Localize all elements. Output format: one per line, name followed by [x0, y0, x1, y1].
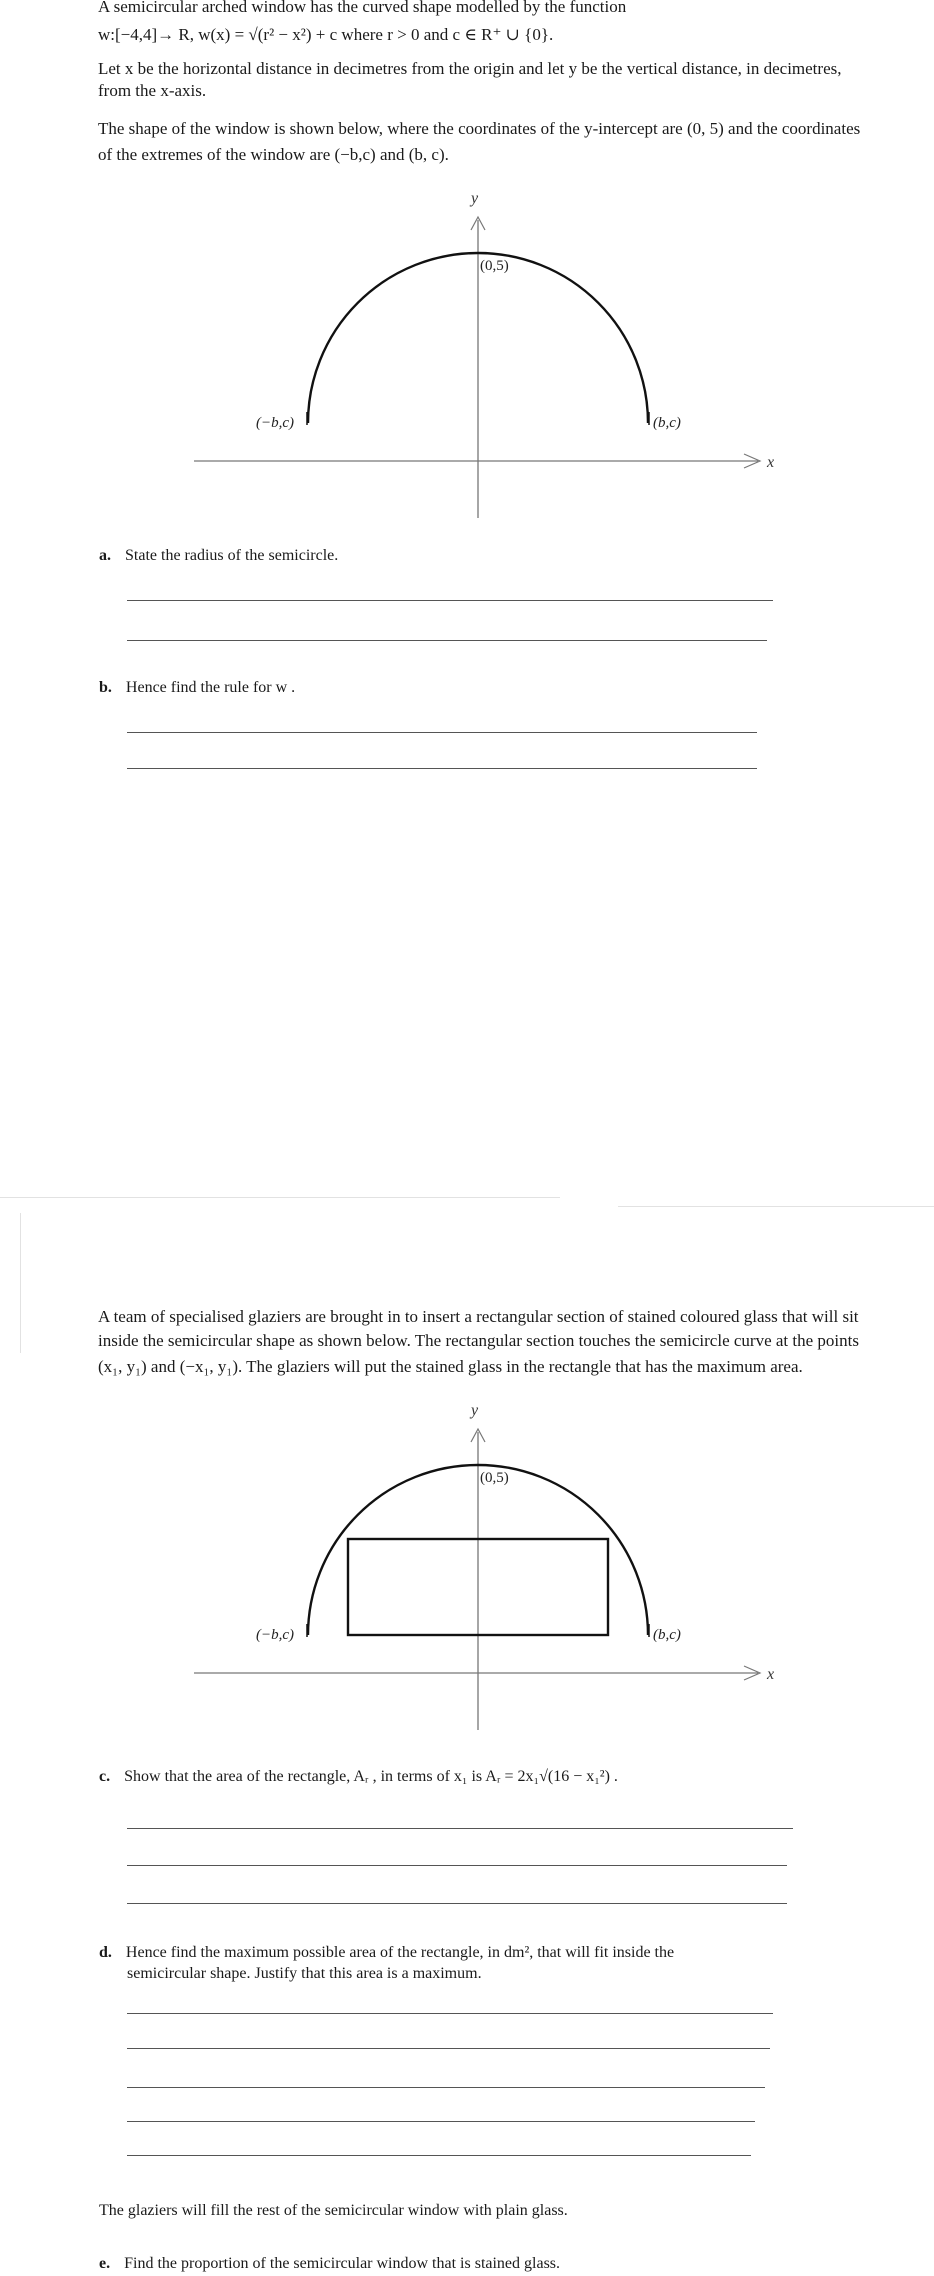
answer-line-c-3[interactable] [127, 1903, 787, 1904]
semicircle-diagram-1 [0, 180, 934, 525]
question-b-text: Hence find the rule for w . [125, 679, 296, 696]
answer-line-c-1[interactable] [127, 1828, 793, 1829]
glaziers-line-1: A team of specialised glaziers are brought in to insert a rectangular section of stained coloured glass that will sit [98, 1307, 859, 1326]
x-axis-label: x [767, 1666, 775, 1683]
answer-line-b-1[interactable] [127, 732, 757, 733]
answer-line-b-2[interactable] [127, 768, 757, 769]
x-axis-label: x [767, 454, 775, 471]
answer-line-d-1[interactable] [127, 2013, 773, 2014]
question-e [99, 2254, 560, 2274]
question-d [99, 1943, 674, 1963]
left-point-label: (−b,c) [256, 415, 295, 431]
question-d-label: d. [99, 1944, 112, 1961]
question-a-text: State the radius of the semicircle. [125, 547, 339, 564]
shape-text-line-2: of the extremes of the window are (−b,c) and (b, c). [98, 145, 449, 164]
answer-line-d-2[interactable] [127, 2048, 770, 2049]
question-c-label: c. [99, 1768, 111, 1785]
answer-line-a-1[interactable] [127, 600, 773, 601]
question-a [99, 546, 338, 566]
y-axis-label: y [471, 1402, 479, 1419]
intro-line-3: Let x be the horizontal distance in decimetres from the origin and let y be the vertical distance, in decimetres, [98, 59, 842, 78]
right-point-label: (b,c) [653, 1627, 681, 1643]
top-point-label: (0,5) [480, 258, 509, 274]
question-d-line-1: Hence find the maximum possible area of the rectangle, in dm², that will fit inside the [125, 1944, 675, 1961]
question-c-text: Show that the area of the rectangle, Aᵣ , in terms of x₁ is Aᵣ = 2x₁√(16 − x₁²) . [124, 1768, 618, 1785]
question-e-text: Find the proportion of the semicircular window that is stained glass. [124, 2255, 561, 2272]
intro-line-1: A semicircular arched window has the curved shape modelled by the function [98, 0, 627, 16]
semicircle-diagram-2 [0, 1392, 934, 1737]
intro-line-4: from the x-axis. [98, 81, 207, 100]
question-a-label: a. [99, 547, 111, 564]
answer-line-d-3[interactable] [127, 2087, 765, 2088]
page-break-line-left [0, 1197, 560, 1198]
question-b-label: b. [99, 679, 112, 696]
plain-glass-text: The glaziers will fill the rest of the semicircular window with plain glass. [99, 2202, 568, 2219]
answer-line-c-2[interactable] [127, 1865, 787, 1866]
y-axis-label: y [471, 190, 479, 207]
question-d-line-2: semicircular shape. Justify that this area is a maximum. [127, 1965, 482, 1982]
question-e-label: e. [99, 2255, 111, 2272]
page-break-line-right [618, 1206, 934, 1207]
top-point-label: (0,5) [480, 1470, 509, 1486]
answer-line-d-4[interactable] [127, 2121, 755, 2122]
glaziers-line-3: (x₁, y₁) and (−x₁, y₁). The glaziers will put the stained glass in the rectangle that has the maximum area. [98, 1357, 803, 1376]
answer-line-d-5[interactable] [127, 2155, 751, 2156]
shape-text-line-1: The shape of the window is shown below, where the coordinates of the y-intercept are (0, 5) and the coordinates [98, 119, 861, 138]
right-point-label: (b,c) [653, 415, 681, 431]
answer-line-a-2[interactable] [127, 640, 767, 641]
page-break-side [20, 1213, 21, 1353]
function-rule: w:[−4,4]→ R, w(x) = √(r² − x²) + c where r > 0 and c ∈ R⁺ ∪ {0}. [98, 25, 554, 44]
left-point-label: (−b,c) [256, 1627, 295, 1643]
question-b [99, 678, 295, 698]
glaziers-line-2: inside the semicircular shape as shown below. The rectangular section touches the semicircle curve at the points [98, 1331, 859, 1350]
question-c [99, 1767, 618, 1787]
